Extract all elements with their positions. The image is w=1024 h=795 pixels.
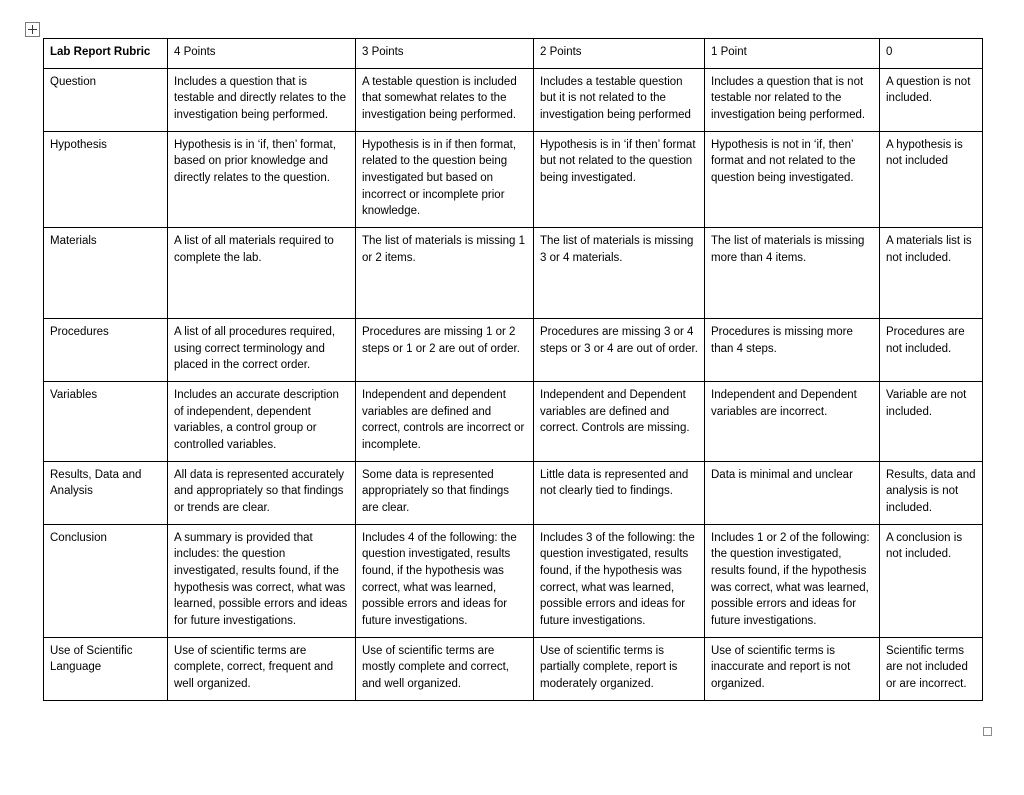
- table-row: [44, 68, 983, 131]
- cell-variables-4: Includes an accurate description of independent, dependent variables, a control group or controlled variables.: [168, 382, 356, 462]
- cell-variables-3: Independent and dependent variables are defined and correct, controls are incorrect or incomplete.: [356, 382, 534, 462]
- cell-question-4: Includes a question that is testable and directly relates to the investigation being performed.: [168, 68, 356, 131]
- cell-question-0: A question is not included.: [880, 68, 983, 131]
- criterion-label-results-data-analysis: Results, Data and Analysis: [44, 461, 168, 524]
- cell-language-2: Use of scientific terms is partially complete, report is moderately organized.: [534, 637, 705, 700]
- cell-hypothesis-1: Hypothesis is not in ‘if, then’ format and not related to the question being investigated.: [705, 131, 880, 227]
- table-header-row: [44, 39, 983, 69]
- table-resize-handle[interactable]: [983, 727, 992, 736]
- cell-procedures-3: Procedures are missing 1 or 2 steps or 1 or 2 are out of order.: [356, 319, 534, 382]
- cell-materials-1: The list of materials is missing more than 4 items.: [705, 228, 880, 319]
- table-row: [44, 637, 983, 700]
- cell-materials-2: The list of materials is missing 3 or 4 materials.: [534, 228, 705, 319]
- cell-hypothesis-0: A hypothesis is not included: [880, 131, 983, 227]
- cell-conclusion-2: Includes 3 of the following: the question investigated, results found, if the hypothesis was correct, what was learned, possible errors and ideas for future investigations.: [534, 524, 705, 637]
- cell-variables-0: Variable are not included.: [880, 382, 983, 462]
- cell-materials-3: The list of materials is missing 1 or 2 items.: [356, 228, 534, 319]
- cell-question-2: Includes a testable question but it is not related to the investigation being performed: [534, 68, 705, 131]
- cell-procedures-0: Procedures are not included.: [880, 319, 983, 382]
- table-row: [44, 382, 983, 462]
- header-cell-4-points: 4 Points: [168, 39, 356, 69]
- header-cell-0-points: 0: [880, 39, 983, 69]
- cell-variables-1: Independent and Dependent variables are incorrect.: [705, 382, 880, 462]
- table-move-handle[interactable]: [25, 22, 40, 37]
- cell-language-0: Scientific terms are not included or are incorrect.: [880, 637, 983, 700]
- cell-conclusion-3: Includes 4 of the following: the question investigated, results found, if the hypothesis was correct, what was learned, possible errors and ideas for future investigations.: [356, 524, 534, 637]
- criterion-label-procedures: Procedures: [44, 319, 168, 382]
- cell-language-1: Use of scientific terms is inaccurate and report is not organized.: [705, 637, 880, 700]
- cell-hypothesis-4: Hypothesis is in ‘if, then’ format, based on prior knowledge and directly relates to the question.: [168, 131, 356, 227]
- cell-hypothesis-3: Hypothesis is in if then format, related to the question being investigated but based on incorrect or incomplete prior knowledge.: [356, 131, 534, 227]
- criterion-label-use-of-scientific-language: Use of Scientific Language: [44, 637, 168, 700]
- cell-language-3: Use of scientific terms are mostly complete and correct, and well organized.: [356, 637, 534, 700]
- cell-results-4: All data is represented accurately and appropriately so that findings or trends are clear.: [168, 461, 356, 524]
- criterion-label-variables: Variables: [44, 382, 168, 462]
- criterion-label-materials: Materials: [44, 228, 168, 319]
- criterion-label-hypothesis: Hypothesis: [44, 131, 168, 227]
- cell-conclusion-0: A conclusion is not included.: [880, 524, 983, 637]
- cell-results-3: Some data is represented appropriately so that findings are clear.: [356, 461, 534, 524]
- header-cell-1-point: 1 Point: [705, 39, 880, 69]
- cell-materials-0: A materials list is not included.: [880, 228, 983, 319]
- cell-procedures-4: A list of all procedures required, using correct terminology and placed in the correct order.: [168, 319, 356, 382]
- cell-procedures-1: Procedures is missing more than 4 steps.: [705, 319, 880, 382]
- table-row: [44, 319, 983, 382]
- cell-results-1: Data is minimal and unclear: [705, 461, 880, 524]
- cell-procedures-2: Procedures are missing 3 or 4 steps or 3 or 4 are out of order.: [534, 319, 705, 382]
- cell-question-1: Includes a question that is not testable nor related to the investigation being performed.: [705, 68, 880, 131]
- cell-question-3: A testable question is included that somewhat relates to the investigation being performed.: [356, 68, 534, 131]
- table-row: [44, 461, 983, 524]
- cell-variables-2: Independent and Dependent variables are defined and correct. Controls are missing.: [534, 382, 705, 462]
- cell-conclusion-4: A summary is provided that includes: the question investigated, results found, if the hypothesis was correct, what was learned, possible errors and ideas for future investigations.: [168, 524, 356, 637]
- cell-hypothesis-2: Hypothesis is in ‘if then’ format but not related to the question being investigated.: [534, 131, 705, 227]
- cell-results-2: Little data is represented and not clearly tied to findings.: [534, 461, 705, 524]
- lab-report-rubric-table: [43, 38, 983, 701]
- cell-materials-4: A list of all materials required to complete the lab.: [168, 228, 356, 319]
- header-cell-3-points: 3 Points: [356, 39, 534, 69]
- header-cell-rubric-title: Lab Report Rubric: [44, 39, 168, 69]
- table-row: [44, 131, 983, 227]
- header-cell-2-points: 2 Points: [534, 39, 705, 69]
- criterion-label-conclusion: Conclusion: [44, 524, 168, 637]
- cell-language-4: Use of scientific terms are complete, correct, frequent and well organized.: [168, 637, 356, 700]
- table-row: [44, 228, 983, 319]
- cell-conclusion-1: Includes 1 or 2 of the following: the question investigated, results found, if the hypothesis was correct, what was learned, possible errors and ideas for future investigations.: [705, 524, 880, 637]
- table-row: [44, 524, 983, 637]
- cell-results-0: Results, data and analysis is not included.: [880, 461, 983, 524]
- criterion-label-question: Question: [44, 68, 168, 131]
